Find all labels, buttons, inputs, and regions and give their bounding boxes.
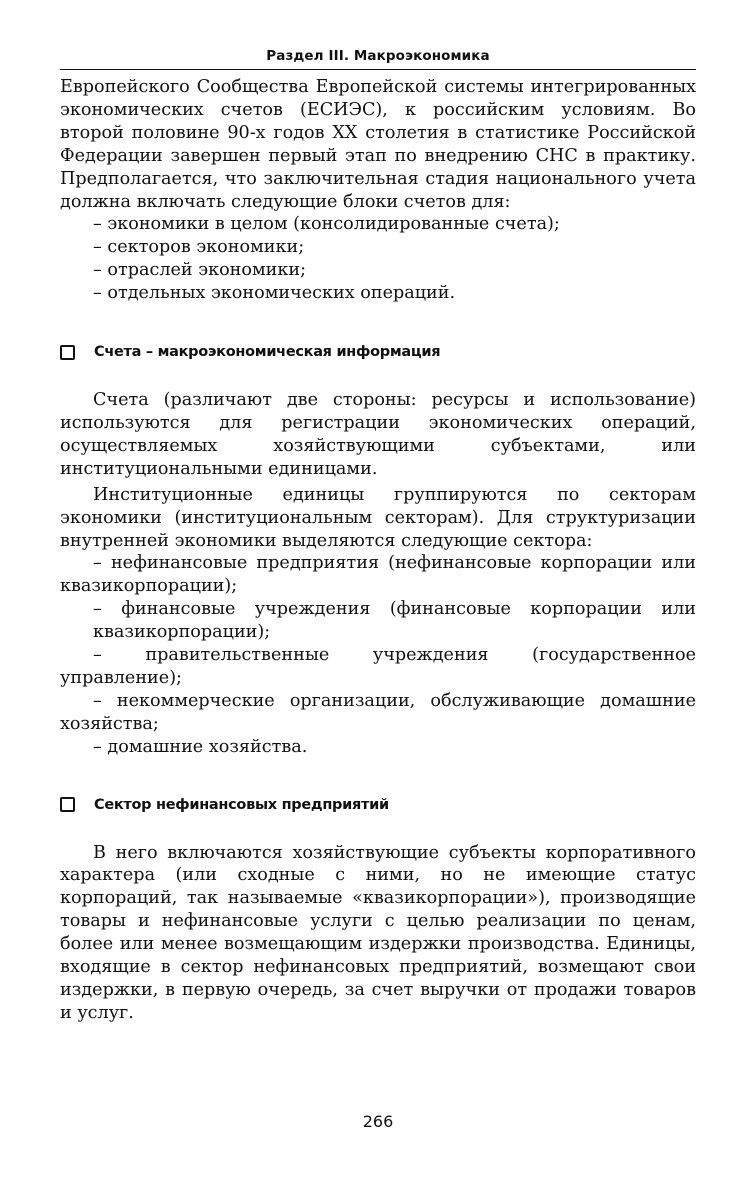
nonfinancial-paragraph: В него включаются хозяйствующие субъекты корпоративного характера (или сходные с ними, но не имеющие статус корпораций, так называемые «квазикорпорации»), производящие товары и нефинансовые услуги с целью реализации по ценам, более или менее возмещающим издержки производства. Единицы, входящие в сектор нефинансовых предприятий, возмещают свои издержки, в первую очередь, за счет выручки от продажи товаров и услуг. [60,842,696,1023]
checkbox-icon [60,345,75,360]
accounts-paragraph-2: Институционные единицы группируются по секторам экономики (институциональным секторам). Для структуризации внутренней экономики выделяются следующие сектора: [60,484,696,551]
section-heading-accounts [60,344,696,360]
section-heading-text: Счета – макроэкономическая информация [94,344,441,361]
intro-list [60,213,696,305]
running-head: Раздел III. Макроэкономика [60,48,696,70]
list-item: – секторов экономики; [93,237,305,258]
intro-paragraph: Европейского Сообщества Европейской системы интегрированных экономических счетов (ЕСИЭС), к российским условиям. Во второй половине 90-х годов XX столетия в статистике Российской Федерации завершен первый этап по внедрению СНС в практику. Предполагается, что заключительная стадия национального учета должна включать следующие блоки счетов для: [60,77,696,212]
list-item: – нефинансовые предприятия (нефинансовые корпорации или квазикорпорации); [60,553,696,597]
accounts-paragraph-1: Счета (различают две стороны: ресурсы и использование) используются для регистрации экономических операций, осуществляемых хозяйствующими субъектами, или институциональными единицами. [60,390,696,479]
list-item: – отраслей экономики; [93,260,307,281]
sectors-list [60,552,696,758]
list-item: – финансовые учреждения (финансовые корпорации или квазикорпорации); [93,599,696,643]
section-heading-nonfinancial [60,797,696,813]
book-page [60,40,696,1025]
page-number: 266 [362,1112,394,1131]
list-item: – правительственные учреждения (государственное управление); [60,645,696,688]
list-item: – отдельных экономических операций. [93,283,456,304]
list-item: – экономики в целом (консолидированные счета); [93,214,560,235]
list-item: – домашние хозяйства. [93,736,308,757]
list-item: – некоммерческие организации, обслуживающие домашние хозяйства; [60,690,696,734]
section-heading-text: Сектор нефинансовых предприятий [94,796,389,813]
checkbox-icon [60,797,75,812]
